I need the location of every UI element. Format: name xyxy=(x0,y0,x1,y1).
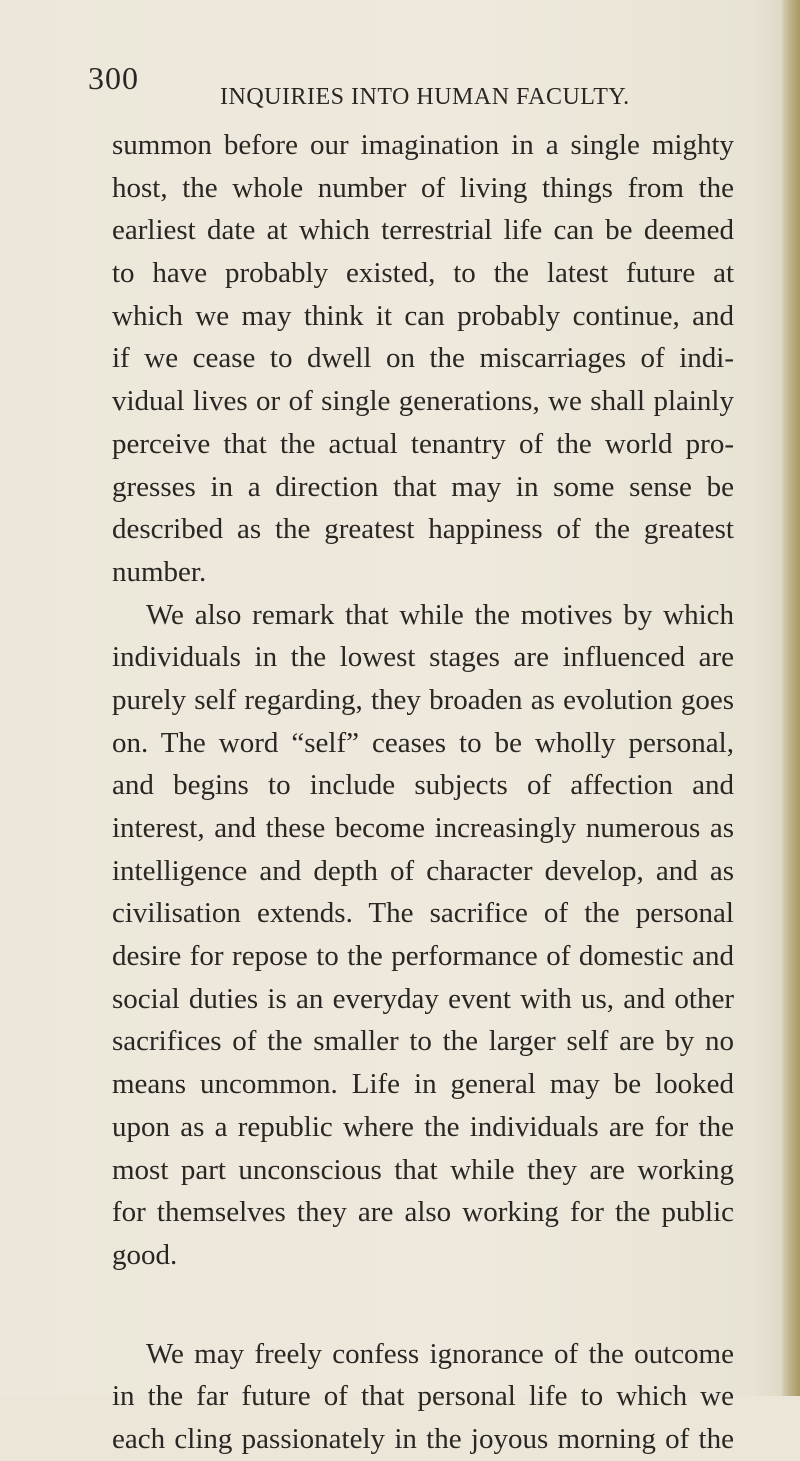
paragraph xyxy=(112,1333,734,1461)
paragraph xyxy=(112,124,734,594)
page-edge-shadow xyxy=(782,0,800,1396)
text-line: most part unconscious that while they are working xyxy=(112,1153,734,1186)
text-line: We also remark that while the motives by which xyxy=(146,598,734,631)
page-number: 300 xyxy=(88,60,139,96)
text-line: which we may think it can probably continue, and xyxy=(112,299,734,332)
text-line: number. xyxy=(112,555,207,588)
body-text xyxy=(112,124,734,1461)
paragraph-gap xyxy=(112,1277,734,1333)
text-line: summon before our imagination in a single mighty xyxy=(112,129,734,161)
text-line: interest, and these become increasingly numerous as xyxy=(112,812,734,844)
text-line: described as the greatest happiness of the greatest xyxy=(112,513,734,546)
text-line: each cling passionately in the joyous morning of the xyxy=(112,1422,734,1455)
text-line: perceive that the actual tenantry of the world pro- xyxy=(112,427,734,460)
text-line: means uncommon. Life in general may be looked xyxy=(112,1068,734,1101)
text-line: upon as a republic where the individuals are for the xyxy=(112,1110,734,1143)
text-line: host, the whole number of living things from the xyxy=(112,171,734,204)
text-line: good. xyxy=(112,1238,178,1271)
text-line: individuals in the lowest stages are influenced are xyxy=(112,641,734,674)
text-line: for themselves they are also working for the public xyxy=(112,1196,734,1229)
text-line: to have probably existed, to the latest future at xyxy=(112,257,734,290)
text-line: in the far future of that personal life to which we xyxy=(112,1380,734,1413)
paragraph xyxy=(112,594,734,1277)
text-line: on. The word “self” ceases to be wholly personal, xyxy=(112,726,734,759)
text-line: gresses in a direction that may in some sense be xyxy=(112,470,734,503)
text-line: vidual lives or of single generations, we shall plainly xyxy=(112,385,734,418)
text-line: We may freely confess ignorance of the outcome xyxy=(146,1337,734,1370)
running-head: INQUIRIES INTO HUMAN FACULTY. xyxy=(220,84,630,110)
text-line: if we cease to dwell on the miscarriages of indi- xyxy=(112,342,734,375)
page-header xyxy=(88,60,768,116)
text-line: desire for repose to the performance of domestic and xyxy=(112,940,734,973)
text-line: social duties is an everyday event with us, and other xyxy=(112,982,734,1015)
text-line: and begins to include subjects of affection and xyxy=(112,769,734,802)
text-line: civilisation extends. The sacrifice of the personal xyxy=(112,897,734,930)
text-line: sacrifices of the smaller to the larger self are by no xyxy=(112,1025,734,1058)
text-line: earliest date at which terrestrial life can be deemed xyxy=(112,214,734,247)
text-line: purely self regarding, they broaden as evolution goes xyxy=(112,683,734,716)
text-line: intelligence and depth of character develop, and as xyxy=(112,854,734,887)
